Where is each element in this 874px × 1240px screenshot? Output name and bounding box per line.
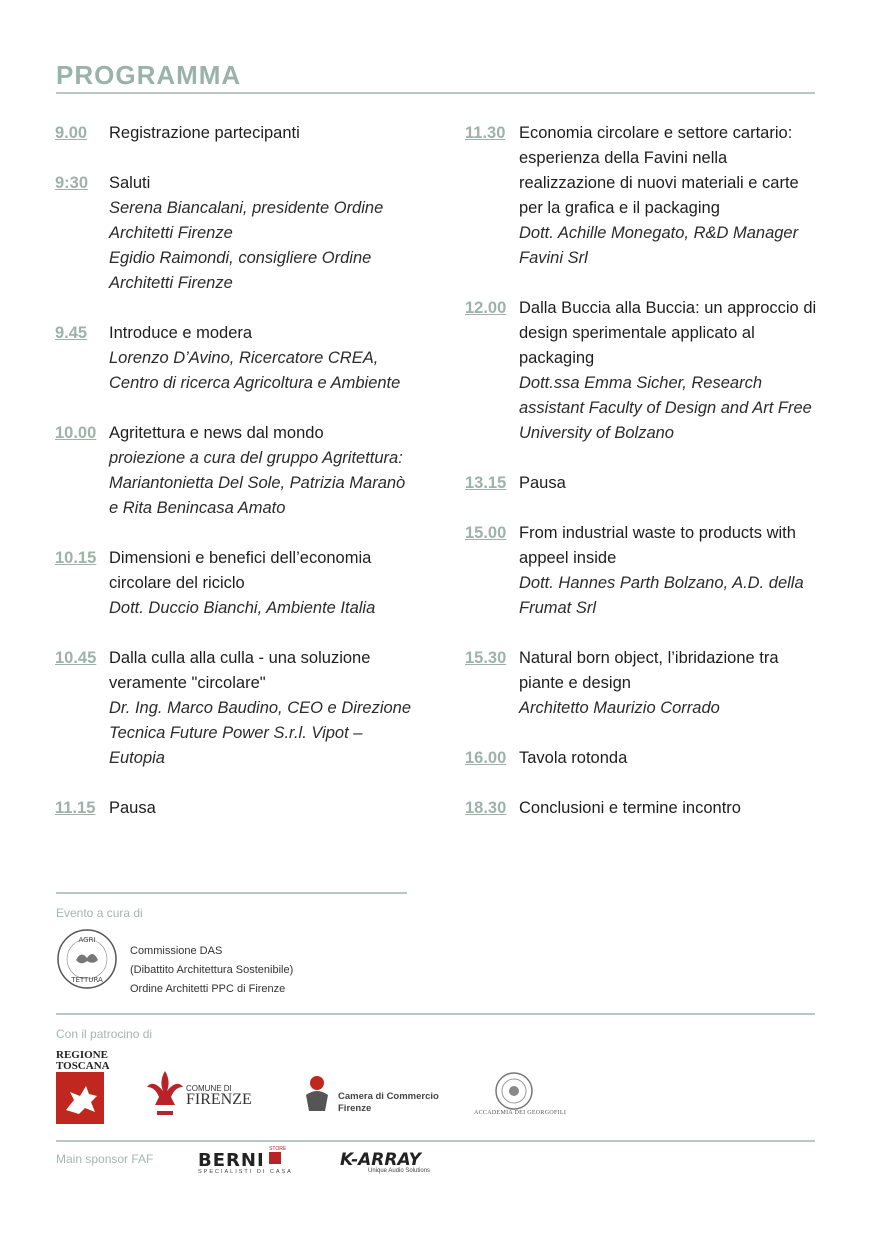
footer-divider [56,1013,815,1015]
program-heading: Saluti [109,174,151,192]
comune-text: FIRENZE [186,1091,252,1108]
program-time: 10.15 [55,549,97,567]
program-time: 10.00 [55,424,97,442]
program-heading: Registrazione partecipanti [109,124,300,142]
program-item [55,421,415,521]
camera-text: Camera di Commercio [338,1091,439,1102]
program-speaker: proiezione a cura del gruppo Agritettura: Mariantonietta Del Sole, Patrizia Maranò e Rita Benincasa Amato [109,449,406,517]
title-divider [56,92,815,94]
svg-text:TETTURA: TETTURA [71,976,103,984]
program-heading: Dalla Buccia alla Buccia: un approccio di design sperimentale applicato al packaging [519,299,817,367]
berni-logo [198,1146,293,1175]
program-heading: From industrial waste to products with appeel inside [519,524,796,567]
program-right-column [465,121,825,846]
program-time: 9.00 [55,124,88,142]
regione-toscana-logo [56,1049,110,1129]
regione-text: TOSCANA [56,1060,110,1072]
pegasus-icon [56,1072,104,1124]
florence-lily-icon [145,1067,185,1119]
program-item [465,296,825,446]
comune-firenze-logo [186,1083,252,1108]
berni-store-badge [269,1146,287,1164]
program-speaker: Dott. Hannes Parth Bolzano, A.D. della Frumat Srl [519,574,804,617]
program-item [55,121,415,146]
program-time: 16.00 [465,749,507,767]
program-item [465,796,825,821]
program-time: 15.00 [465,524,507,542]
program-item [465,646,825,721]
organizer-line: Ordine Architetti PPC di Firenze [130,983,286,995]
accademia-seal-icon [494,1071,534,1111]
program-time: 10.45 [55,649,97,667]
program-heading: Pausa [519,474,566,492]
program-heading: Tavola rotonda [519,749,628,767]
event-label: Evento a cura di [56,906,143,920]
program-time: 13.15 [465,474,507,492]
program-time: 15.30 [465,649,507,667]
camera-commercio-logo [338,1091,439,1115]
organizer-text [130,942,293,999]
berni-tagline: SPECIALISTI DI CASA [198,1169,293,1175]
program-heading: Introduce e modera [109,324,253,342]
karray-text: K-ARRAY [340,1150,421,1170]
program-item [55,796,415,821]
footer-divider [56,1140,815,1142]
program-heading: Pausa [109,799,156,817]
program-time: 12.00 [465,299,507,317]
camera-commercio-icon [300,1073,334,1115]
program-time: 9:30 [55,174,89,192]
program-speaker: Architetto Maurizio Corrado [519,699,720,717]
program-item [55,171,415,296]
accademia-logo: ACCADEMIA DEI GEORGOFILI [474,1110,567,1116]
program-item [55,646,415,771]
program-heading: Conclusioni e termine incontro [519,799,741,817]
program-speaker: Dott.ssa Emma Sicher, Research assistant Faculty of Design and Art Free University of Bolzano [519,374,812,442]
program-speaker: Serena Biancalani, presidente Ordine Architetti Firenze Egidio Raimondi, consigliere Ordine Architetti Firenze [109,199,384,292]
program-heading: Natural born object, l’ibridazione tra piante e design [519,649,779,692]
agritettura-logo [56,928,118,990]
camera-text: Firenze [338,1103,372,1114]
program-speaker: Dott. Duccio Bianchi, Ambiente Italia [109,599,376,617]
karray-logo [340,1150,430,1174]
organizer-line: Commissione DAS [130,945,223,957]
svg-text:AGRI: AGRI [78,936,96,944]
karray-tagline: Unique Audio Solutions [368,1168,431,1174]
sponsor-label: Main sponsor FAF [56,1152,154,1166]
program-speaker: Dott. Achille Monegato, R&D Manager Favini Srl [519,224,799,267]
program-item [465,121,825,271]
patronage-label: Con il patrocino di [56,1027,153,1041]
program-item [55,546,415,621]
berni-text: BERNI [198,1150,265,1171]
program-time: 11.30 [465,124,506,142]
organizer-line: (Dibattito Architettura Sostenibile) [130,964,294,976]
program-time: 9.45 [55,324,88,342]
program-heading: Dalla culla alla culla - una soluzione veramente "circolare" [109,649,371,692]
program-item [465,521,825,621]
program-time: 18.30 [465,799,507,817]
program-item [465,471,825,496]
page-title: PROGRAMMA [56,60,242,90]
program-item [465,746,825,771]
comune-text: COMUNE DI [186,1084,232,1093]
program-speaker: Lorenzo D’Avino, Ricercatore CREA, Centro di ricerca Agricoltura e Ambiente [109,349,401,392]
program-heading: Dimensioni e benefici dell’economia circolare del riciclo [109,549,372,592]
footer-divider-short [56,892,407,894]
program-item [55,321,415,396]
program-time: 11.15 [55,799,96,817]
program-heading: Economia circolare e settore cartario: esperienza della Favini nella realizzazione di nuovi materiali e carte per la grafica e il packaging [519,124,799,217]
program-heading: Agritettura e news dal mondo [109,424,324,442]
berni-store-text: STORE [269,1146,287,1152]
regione-text: REGIONE [56,1049,108,1061]
program-speaker: Dr. Ing. Marco Baudino, CEO e Direzione Tecnica Future Power S.r.l. Vipot – Eutopia [109,699,412,767]
program-left-column [55,121,415,846]
